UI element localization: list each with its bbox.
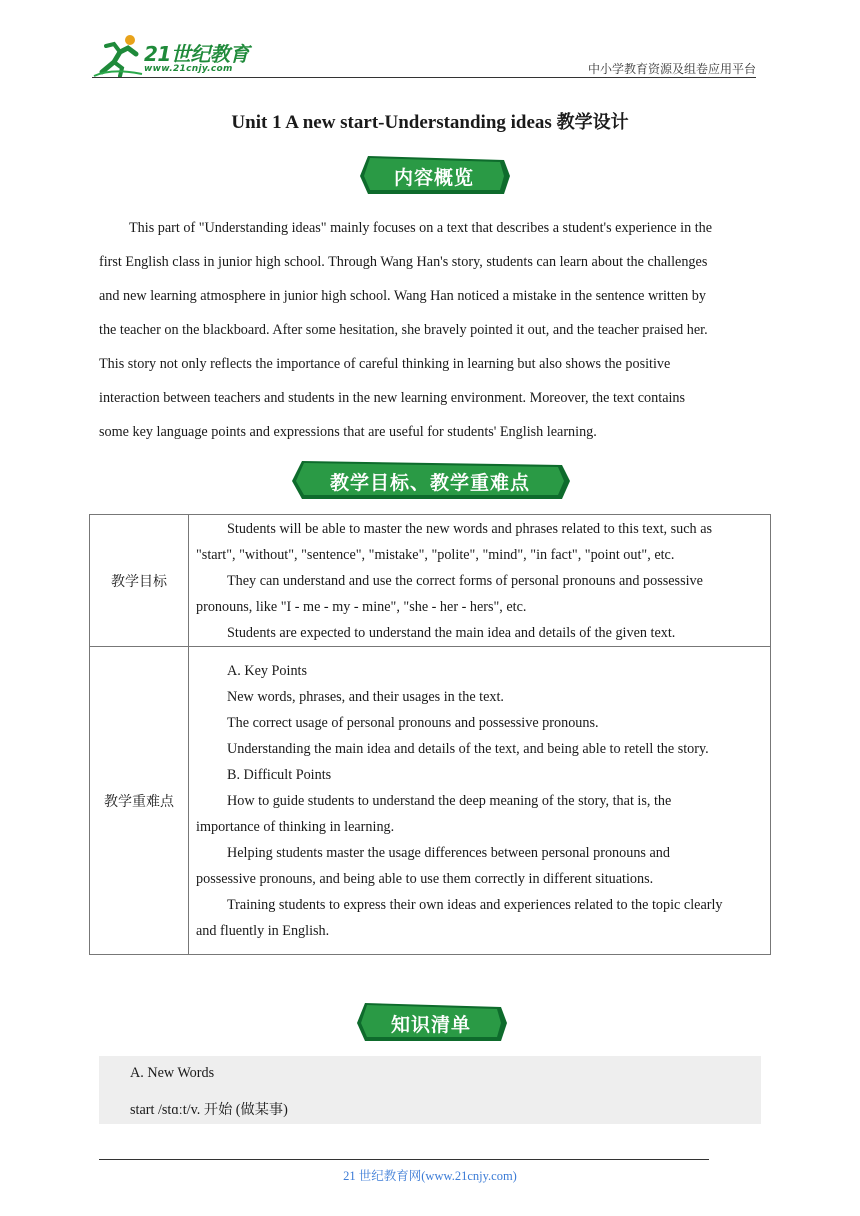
logo xyxy=(92,32,257,78)
document-title xyxy=(0,108,860,134)
knowledge-entry: start /stɑːt/v. 开始 (做某事) xyxy=(130,1102,288,1118)
overview-line: some key language points and expressions that are useful for students' English learning. xyxy=(99,424,597,440)
overview-line: This story not only reflects the importance of careful thinking in learning but also shows the positive xyxy=(99,356,671,372)
cell-line: possessive pronouns, and being able to use them correctly in different situations. xyxy=(196,870,654,887)
cell-line: Students will be able to master the new words and phrases related to this text, such as xyxy=(227,520,713,537)
cell-line: and fluently in English. xyxy=(196,922,330,939)
overview-line: and new learning atmosphere in junior high school. Wang Han noticed a mistake in the sentence written by xyxy=(99,288,706,304)
overview-paragraph xyxy=(99,211,759,449)
footer-link[interactable]: 21 世纪教育网(www.21cnjy.com) xyxy=(343,1169,517,1183)
banner-knowledge-label: 知识清单 xyxy=(390,1014,471,1036)
banner-overview xyxy=(358,154,510,198)
banner-knowledge xyxy=(355,1001,507,1045)
footer-divider xyxy=(99,1159,709,1160)
table-row xyxy=(90,647,771,955)
objectives-table xyxy=(89,514,771,955)
overview-line: This part of "Understanding ideas" mainly focuses on a text that describes a student's experience in the xyxy=(129,220,713,236)
runner-logo-icon xyxy=(92,32,144,78)
cell-line: The correct usage of personal pronouns and possessive pronouns. xyxy=(227,714,599,731)
logo-url: www.21cnjy.com xyxy=(144,64,233,74)
title-english: Unit 1 A new start-Understanding ideas xyxy=(231,112,557,133)
cell-line: B. Difficult Points xyxy=(227,766,332,783)
logo-text: 21世纪教育 xyxy=(144,42,249,66)
objectives-cell xyxy=(189,515,771,647)
row-header-objectives: 教学目标 xyxy=(90,515,189,647)
cell-line: Understanding the main idea and details of the text, and being able to retell the story. xyxy=(227,740,709,757)
banner-objectives-label: 教学目标、教学重难点 xyxy=(329,472,530,494)
cell-line: New words, phrases, and their usages in the text. xyxy=(227,688,504,705)
title-chinese: 教学设计 xyxy=(556,112,629,133)
cell-line: They can understand and use the correct forms of personal pronouns and possessive xyxy=(227,572,703,589)
table-row xyxy=(90,515,771,647)
cell-line: Helping students master the usage differences between personal pronouns and xyxy=(227,844,670,861)
cell-line: pronouns, like "I - me - my - mine", "she - her - hers", etc. xyxy=(196,598,527,615)
overview-line: interaction between teachers and students in the new learning environment. Moreover, the text contains xyxy=(99,390,686,406)
cell-line: "start", "without", "sentence", "mistake", "polite", "mind", "in fact", "point out", etc. xyxy=(196,546,675,563)
banner-overview-label: 内容概览 xyxy=(393,167,474,189)
cell-line: A. Key Points xyxy=(227,662,308,679)
platform-name: 中小学教育资源及组卷应用平台 xyxy=(587,62,756,76)
key-difficult-cell xyxy=(189,647,771,955)
row-header-key-difficult: 教学重难点 xyxy=(90,647,189,955)
overview-line: first English class in junior high school. Through Wang Han's story, students can learn about the challenges xyxy=(99,254,708,270)
page-header xyxy=(92,30,756,80)
overview-line: the teacher on the blackboard. After some hesitation, she bravely pointed it out, and the teacher praised her. xyxy=(99,322,708,338)
cell-line: How to guide students to understand the deep meaning of the story, that is, the xyxy=(227,792,672,809)
header-divider xyxy=(92,77,756,78)
cell-line: Students are expected to understand the main idea and details of the given text. xyxy=(227,624,676,641)
banner-objectives xyxy=(290,459,570,503)
cell-line: importance of thinking in learning. xyxy=(196,818,395,835)
knowledge-heading: A. New Words xyxy=(130,1065,215,1081)
knowledge-box xyxy=(99,1056,761,1124)
cell-line: Training students to express their own ideas and experiences related to the topic clearly xyxy=(227,896,723,913)
